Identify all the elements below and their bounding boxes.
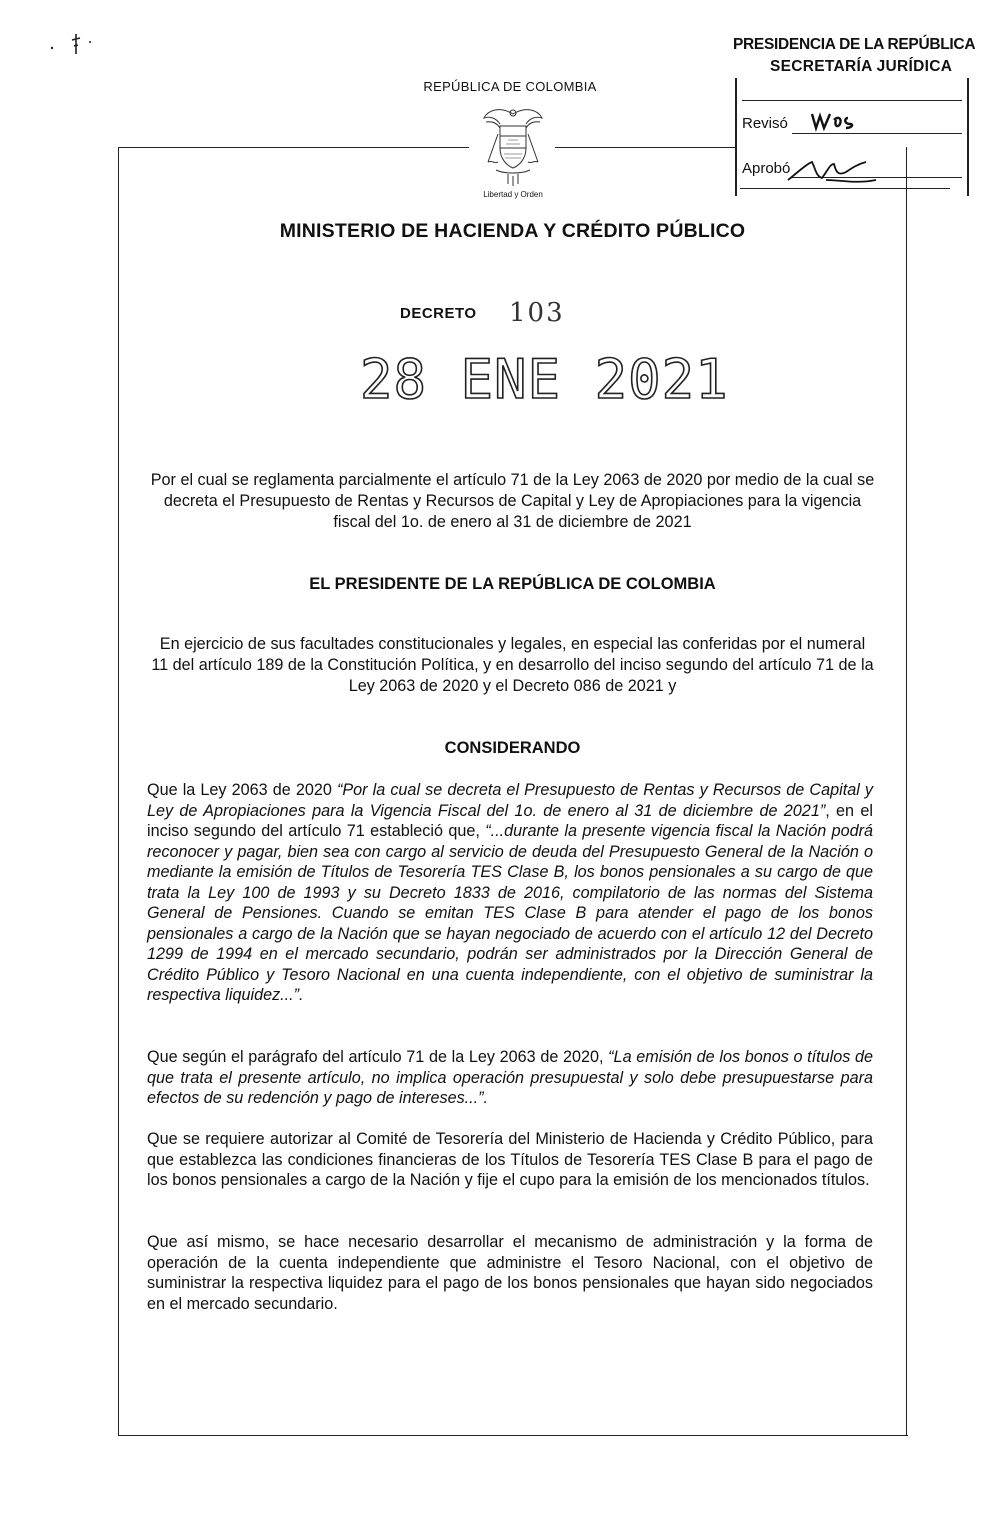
stamp-line-2: SECRETARÍA JURÍDICA [770,58,953,75]
ministry-title: MINISTERIO DE HACIENDA Y CRÉDITO PÚBLICO [279,220,746,242]
considerando-paragraph-1 [147,780,873,1006]
frame-left [118,147,119,1436]
considerando-paragraph-4: Que así mismo, se hace necesario desarrollar el mecanismo de administración y la forma de operación de la cuenta independiente que administre el Tesoro Nacional, con el objetivo de suministrar la respectiva liquidez para el pago de los bonos pensionales que hayan sido negociados en el mercado secundario. [147,1233,873,1313]
p1-law-title: “Por la cual se decreta el Presupuesto de Rentas y Recursos de Capital y Ley de Apropiaciones para la Vigencia Fiscal del 1o. de enero al 31 de diciembre de 2021” [147,781,873,820]
p1-text-a: Que la Ley 2063 de 2020 [147,781,337,799]
decree-label: DECRETO [400,305,477,322]
reviso-initials-signature [808,106,898,139]
frame-bottom [118,1435,908,1436]
stamp-reviso-label: Revisó [742,115,788,132]
stamp-bottom-line [740,188,950,189]
frame-top-left [119,147,469,148]
motto: Libertad y Orden [483,190,543,199]
considerando-paragraph-2 [147,1047,873,1109]
p1-text-c: , en el inciso segundo del artículo 71 estableció que, [147,801,873,840]
frame-right [906,147,907,1436]
stamp-aprobo-label: Aprobó [742,160,791,177]
scan-marks [50,30,110,65]
country-name: REPÚBLICA DE COLOMBIA [423,79,597,94]
considerando-heading: CONSIDERANDO [444,739,581,757]
p1-quote: “...durante la presente vigencia fiscal la Nación podrá reconocer y pagar, bien sea con cargo al servicio de deuda del Presupuesto General de la Nación o mediante la emisión de Títulos de Tesorería TES Clase B, los bonos pensionales a su cargo de que trata la Ley 100 de 1993 y su Decreto 1833 de 2016, compilatorio de las normas del Sistema General de Pensiones. Cuando se emitan TES Clase B para atender el pago de los bonos pensionales a cargo de la Nación que se hayan negociado de acuerdo con el artículo 12 del Decreto 1299 de 1994 en el mercado secundario, podrán ser administrados por la Dirección General de Crédito Público y Tesoro Nacional en una cuenta independiente, con el objetivo de suministrar la respectiva liquidez...”. [147,822,873,1004]
stamp-divider [742,100,962,101]
decree-date-stamp: 28 ENE 2021 [360,348,729,411]
decree-summary: Por el cual se reglamenta parcialmente el artículo 71 de la Ley 2063 de 2020 por medio de la cual se decreta el Presupuesto de Rentas y Recursos de Capital y Ley de Apropiaciones para la vigencia fiscal del 1o. de enero al 31 de diciembre de 2021 [150,471,875,531]
issuer-heading: EL PRESIDENTE DE LA REPÚBLICA DE COLOMBIA [309,575,716,593]
p2-quote: “La emisión de los bonos o títulos de que trata el presente artículo, no implica operación presupuestal y solo debe presupuestarse para efectos de su redención y pago de intereses...”. [147,1048,874,1107]
stamp-line-1: PRESIDENCIA DE LA REPÚBLICA [733,36,976,53]
considerando-paragraph-3: Que se requiere autorizar al Comité de Tesorería del Ministerio de Hacienda y Crédito Público, para que establezca las condiciones financieras de los Títulos de Tesorería TES Clase B para el pago de los bonos pensionales a cargo de la Nación y fije el cupo para la emisión de los mencionados títulos. [147,1130,873,1189]
decree-number: 103 [509,298,565,328]
frame-top-right [555,147,735,148]
powers-paragraph: En ejercicio de sus facultades constitucionales y legales, en especial las conferidas por el numeral 11 del artículo 189 de la Constitución Política, y en desarrollo del inciso segundo del artículo 71 de la Ley 2063 de 2020 y el Decreto 086 de 2021 y [151,635,874,695]
coat-of-arms-icon [478,104,548,190]
p2-text-a: Que según el parágrafo del artículo 71 de la Ley 2063 de 2020, [147,1048,609,1066]
